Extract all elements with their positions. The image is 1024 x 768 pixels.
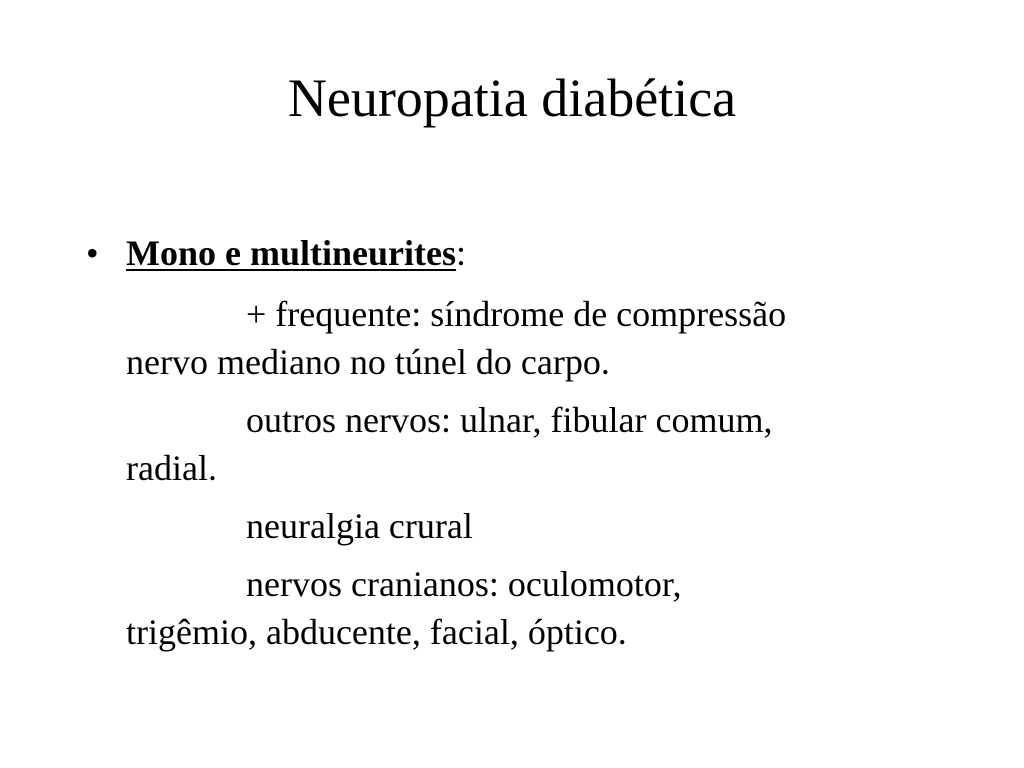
list-item-line-2: trigêmio, abducente, facial, óptico. <box>126 612 627 652</box>
list-item <box>86 290 966 386</box>
bullet-heading-text: Mono e multineurites <box>126 233 456 273</box>
list-item-line-2: radial. <box>126 448 217 488</box>
list-item-line-1: outros nervos: ulnar, fibular comum, <box>246 400 773 440</box>
bullet-icon: • <box>86 233 99 273</box>
list-item <box>86 502 966 550</box>
bullet-heading <box>86 226 966 280</box>
slide-title: Neuropatia diabética <box>287 68 737 128</box>
bullet-heading-colon: : <box>455 233 466 273</box>
list-item-line-1: nervos cranianos: oculomotor, <box>246 564 682 604</box>
list-item <box>86 396 966 492</box>
slide-body <box>86 226 966 656</box>
list-item-line-1: neuralgia crural <box>246 506 473 546</box>
list-item-line-2: nervo mediano no túnel do carpo. <box>126 342 610 382</box>
list-item <box>86 560 966 656</box>
list-item-line-1: + frequente: síndrome de compressão <box>246 294 787 334</box>
